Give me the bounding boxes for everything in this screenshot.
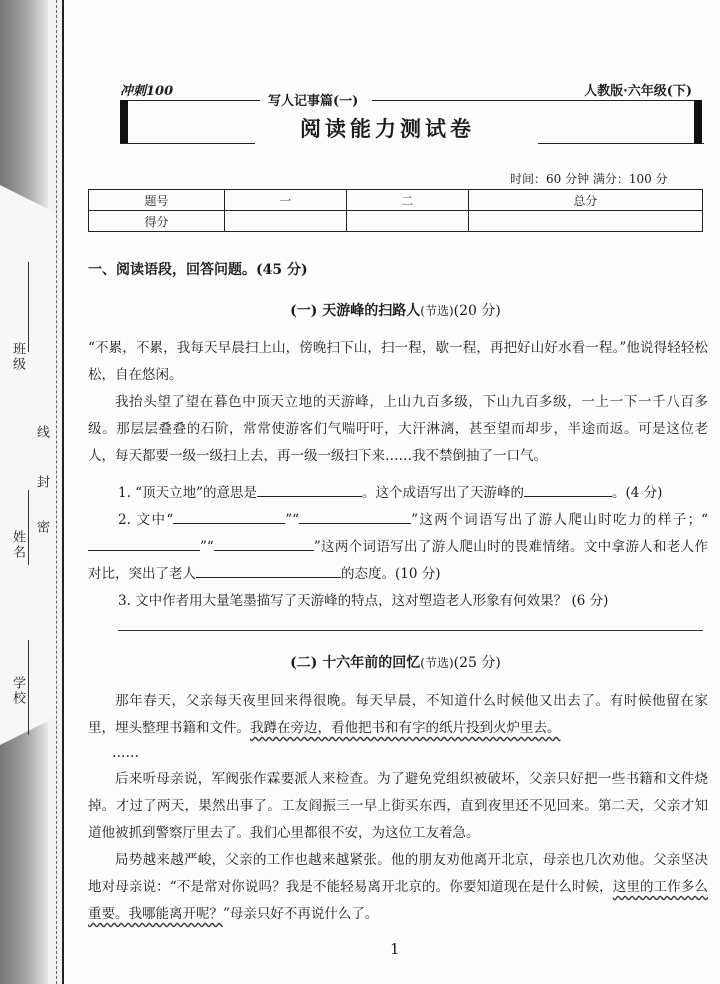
time-info: 时间：60 分钟 满分：100 分 bbox=[510, 172, 668, 186]
answer-line[interactable] bbox=[118, 630, 703, 631]
question-text: 的态度。(10 分) bbox=[341, 566, 441, 582]
passage-paragraph bbox=[88, 847, 708, 928]
school-label: 学校 bbox=[10, 676, 25, 706]
score-input-cell[interactable] bbox=[225, 211, 347, 232]
passage-paragraph: “不累，不累，我每天早晨扫上山，傍晚扫下山，扫一程，歇一程，再把好山好水看一程。”他说得轻轻松松，自在悠闲。 bbox=[88, 340, 708, 383]
edition-label: 人教版·六年级(下) bbox=[584, 84, 692, 99]
answer-blank[interactable] bbox=[196, 563, 341, 578]
passage-note: (节选) bbox=[420, 304, 454, 318]
passage-points: (25 分) bbox=[453, 655, 501, 671]
answer-blank[interactable] bbox=[88, 536, 200, 551]
answer-blank[interactable] bbox=[173, 509, 285, 524]
page-number: 1 bbox=[390, 940, 400, 958]
school-blank-line bbox=[28, 640, 29, 735]
passage-points: (20 分) bbox=[453, 303, 501, 319]
seal-char-1: 线 bbox=[34, 425, 49, 440]
answer-blank[interactable] bbox=[214, 536, 314, 551]
answer-blank[interactable] bbox=[299, 509, 411, 524]
header-rule-left bbox=[120, 100, 260, 101]
page-title: 阅读能力测试卷 bbox=[300, 116, 475, 141]
question-3: 3. 文中作者用大量笔墨描写了天游峰的特点，这对塑造老人形象有何效果？ (6 分) bbox=[118, 593, 609, 609]
table-cell: 题号 bbox=[89, 190, 225, 211]
passage-note: (节选) bbox=[420, 656, 454, 670]
answer-blank[interactable] bbox=[257, 482, 362, 497]
brand-logo: 冲刺100 bbox=[120, 84, 174, 99]
question-text: ”“ bbox=[285, 512, 300, 528]
binding-strip bbox=[0, 0, 64, 984]
name-label: 姓名 bbox=[10, 530, 25, 560]
question-text: ”这两个词语写出了游人爬山时吃力的样子； bbox=[411, 512, 702, 528]
question-text: 。(4 分) bbox=[611, 485, 663, 501]
answer-blank[interactable] bbox=[524, 482, 612, 497]
binding-dashed-line bbox=[56, 0, 57, 984]
table-cell: 二 bbox=[346, 190, 468, 211]
title-rule-left bbox=[120, 143, 255, 144]
paragraph-text: 那年春天，父亲每天夜里回来得很晚。每天早晨，不知道什么时候他又出去了。有时候他留在家里，埋头整理书籍和文件。 bbox=[88, 693, 708, 736]
category-label: 写人记事篇(一) bbox=[268, 94, 359, 109]
passage-title bbox=[88, 300, 703, 320]
wavy-underlined-text: 我蹲在旁边，看他把书和有字的纸片投到火炉里去。 bbox=[250, 720, 561, 736]
title-bar-right bbox=[694, 100, 702, 144]
section-heading: 一、阅读语段，回答问题。(45 分) bbox=[88, 262, 308, 278]
seal-char-3: 密 bbox=[34, 520, 49, 535]
header-rule-right bbox=[372, 100, 702, 101]
question-text: “ bbox=[701, 512, 708, 528]
passage-title-text: (一) 天游峰的扫路人 bbox=[290, 303, 421, 319]
question-2 bbox=[88, 507, 708, 588]
question-text: 2. 文中“ bbox=[118, 512, 174, 528]
table-cell: 总分 bbox=[468, 190, 702, 211]
title-rule-right bbox=[538, 143, 704, 144]
class-blank-line bbox=[28, 262, 29, 352]
class-label: 班级 bbox=[10, 342, 25, 372]
table-cell: 一 bbox=[225, 190, 347, 211]
passage-paragraph: 后来听母亲说，军阀张作霖要派人来检查。为了避免党组织被破坏，父亲只好把一些书籍和文件烧掉。才过了两天，果然出事了。工友阎振三一早上街买东西，直到夜里还不见回来。第二天，父亲才知道他被抓到警察厅里去了。我们心里都很不安，为这位工友着急。 bbox=[88, 771, 708, 841]
seal-char-2: 封 bbox=[34, 475, 49, 490]
table-cell: 得分 bbox=[89, 211, 225, 232]
paragraph-text: 局势越来越严峻，父亲的工作也越来越紧张。他的朋友劝他离开北京，母亲也几次劝他。父亲坚决地对母亲说：“不是常对你说吗？我是不能轻易离开北京的。你要知道现在是什么时候， bbox=[88, 852, 708, 895]
table-row bbox=[89, 190, 703, 211]
ellipsis: …… bbox=[112, 745, 139, 761]
title-bar-left bbox=[120, 100, 128, 144]
score-input-cell[interactable] bbox=[468, 211, 702, 232]
question-text: ”“ bbox=[200, 539, 214, 555]
question-text: ”这两个词语写出了游人爬山时的畏难情绪。文中拿游人和老人作对比，突出了老人 bbox=[88, 539, 708, 582]
passage-title bbox=[88, 652, 703, 672]
wavy-underlined-text: 这里的工作多么重要。我哪能离开呢？ bbox=[88, 879, 708, 922]
question-1 bbox=[118, 480, 708, 507]
score-input-cell[interactable] bbox=[346, 211, 468, 232]
paragraph-text: ”母亲只好不再说什么了。 bbox=[223, 906, 379, 922]
name-blank-line bbox=[28, 490, 29, 565]
question-text: 。这个成语写出了天游峰的 bbox=[361, 485, 524, 501]
passage-paragraph: 我抬头望了望在暮色中顶天立地的天游峰，上山九百多级，下山九百多级，一上一下一千八百多级。那层层叠叠的石阶，常常使游客们气喘吁吁，大汗淋漓，甚至望而却步，半途而返。可是这位老人，每天都要一级一级扫上去，再一级一级扫下来……我不禁倒抽了一口气。 bbox=[88, 394, 708, 464]
question-text: 1. “顶天立地”的意思是 bbox=[118, 485, 257, 501]
passage-paragraph bbox=[88, 688, 708, 742]
score-table bbox=[88, 189, 703, 232]
passage-title-text: (二) 十六年前的回忆 bbox=[290, 655, 421, 671]
table-row bbox=[89, 211, 703, 232]
